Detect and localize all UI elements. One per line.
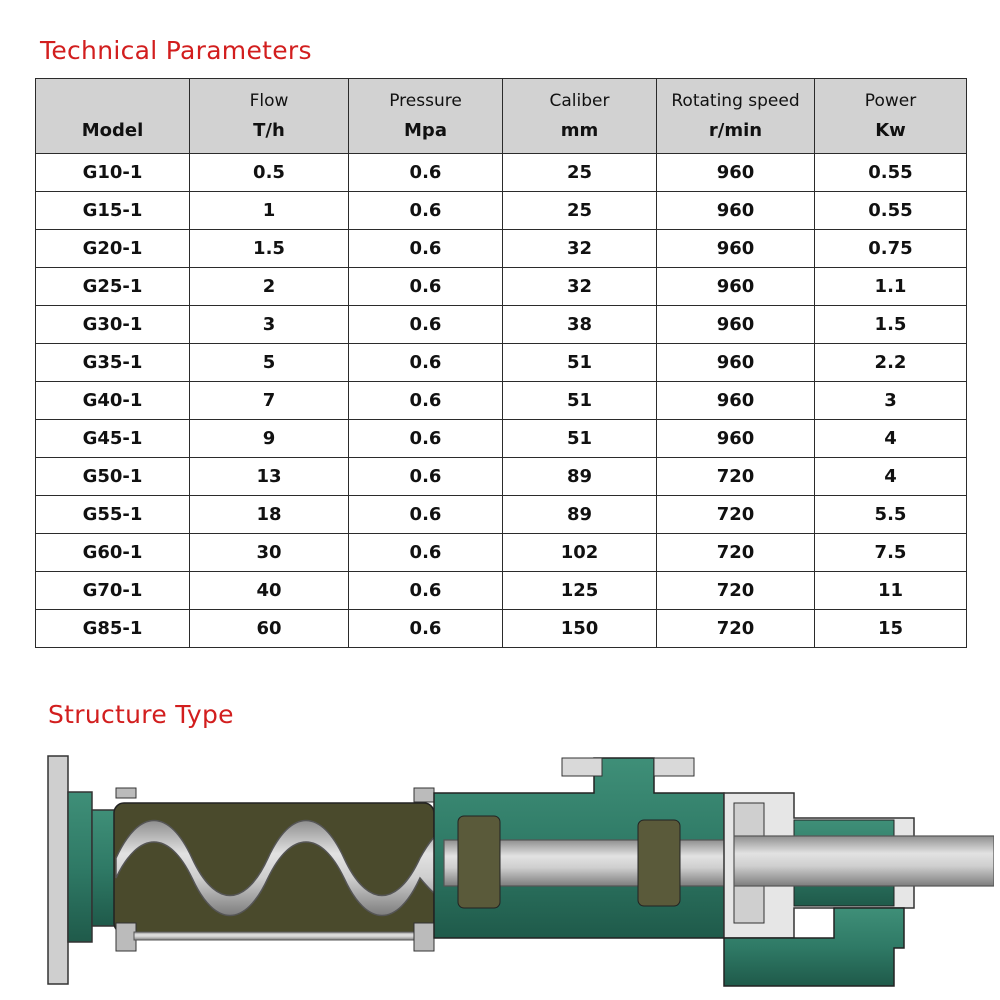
cell-model: G40-1 [36,382,190,420]
cell-model: G10-1 [36,154,190,192]
cell-power: 7.5 [815,534,967,572]
cell-flow: 13 [190,458,349,496]
cell-pressure: 0.6 [349,154,503,192]
cell-pressure: 0.6 [349,496,503,534]
cell-pressure: 0.6 [349,306,503,344]
cell-model: G60-1 [36,534,190,572]
cell-caliber: 25 [503,192,657,230]
cell-power: 4 [815,458,967,496]
cell-model: G55-1 [36,496,190,534]
cell-pressure: 0.6 [349,458,503,496]
header-rotating-speed: Rotating speed r/min [657,79,815,154]
cell-power: 1.1 [815,268,967,306]
table-row [36,496,967,534]
cell-caliber: 150 [503,610,657,648]
table-row [36,230,967,268]
cell-speed: 960 [657,154,815,192]
cell-model: G20-1 [36,230,190,268]
cell-flow: 0.5 [190,154,349,192]
table-header-row [36,79,967,154]
cell-pressure: 0.6 [349,230,503,268]
cell-model: G25-1 [36,268,190,306]
technical-parameters-table [35,78,967,648]
cell-speed: 960 [657,420,815,458]
cell-speed: 720 [657,572,815,610]
structure-type-title: Structure Type [48,700,234,729]
table-row [36,192,967,230]
cell-flow: 3 [190,306,349,344]
table-row [36,610,967,648]
drive-shaft [734,836,994,886]
cell-flow: 5 [190,344,349,382]
header-caliber: Caliber mm [503,79,657,154]
cell-caliber: 125 [503,572,657,610]
cell-flow: 40 [190,572,349,610]
cell-pressure: 0.6 [349,268,503,306]
table-row [36,344,967,382]
cell-flow: 2 [190,268,349,306]
cell-power: 0.75 [815,230,967,268]
cell-power: 0.55 [815,154,967,192]
cell-power: 2.2 [815,344,967,382]
header-model: Model [36,79,190,154]
table-row [36,268,967,306]
cell-speed: 720 [657,610,815,648]
cell-flow: 60 [190,610,349,648]
cell-flow: 1 [190,192,349,230]
cell-pressure: 0.6 [349,382,503,420]
cell-pressure: 0.6 [349,420,503,458]
table-row [36,382,967,420]
cell-speed: 960 [657,230,815,268]
header-pressure: Pressure Mpa [349,79,503,154]
cell-pressure: 0.6 [349,610,503,648]
cell-speed: 960 [657,306,815,344]
cell-power: 4 [815,420,967,458]
cell-caliber: 51 [503,420,657,458]
cell-caliber: 32 [503,230,657,268]
cell-model: G30-1 [36,306,190,344]
cell-speed: 960 [657,192,815,230]
cell-model: G85-1 [36,610,190,648]
table-row [36,458,967,496]
cell-pressure: 0.6 [349,534,503,572]
cell-speed: 720 [657,496,815,534]
cell-model: G15-1 [36,192,190,230]
table-row [36,306,967,344]
cell-speed: 960 [657,382,815,420]
header-flow: Flow T/h [190,79,349,154]
pump-structure-diagram [34,748,994,993]
cell-caliber: 25 [503,154,657,192]
cell-speed: 720 [657,534,815,572]
cell-model: G70-1 [36,572,190,610]
cell-speed: 720 [657,458,815,496]
cell-flow: 7 [190,382,349,420]
cell-model: G45-1 [36,420,190,458]
cell-model: G50-1 [36,458,190,496]
cell-caliber: 51 [503,344,657,382]
cell-flow: 9 [190,420,349,458]
table-row [36,154,967,192]
cell-flow: 30 [190,534,349,572]
cell-pressure: 0.6 [349,192,503,230]
cell-caliber: 89 [503,496,657,534]
table-row [36,420,967,458]
cell-flow: 18 [190,496,349,534]
cell-power: 0.55 [815,192,967,230]
inlet-flange [48,756,122,984]
cell-flow: 1.5 [190,230,349,268]
cell-pressure: 0.6 [349,344,503,382]
cell-power: 5.5 [815,496,967,534]
cell-power: 11 [815,572,967,610]
cell-caliber: 51 [503,382,657,420]
cell-caliber: 89 [503,458,657,496]
cell-power: 1.5 [815,306,967,344]
cell-power: 3 [815,382,967,420]
table-row [36,572,967,610]
cell-caliber: 102 [503,534,657,572]
cell-speed: 960 [657,344,815,382]
cell-model: G35-1 [36,344,190,382]
cell-pressure: 0.6 [349,572,503,610]
table-row [36,534,967,572]
cell-speed: 960 [657,268,815,306]
header-power: Power Kw [815,79,967,154]
cell-caliber: 38 [503,306,657,344]
cell-power: 15 [815,610,967,648]
technical-parameters-title: Technical Parameters [40,36,312,65]
cell-caliber: 32 [503,268,657,306]
